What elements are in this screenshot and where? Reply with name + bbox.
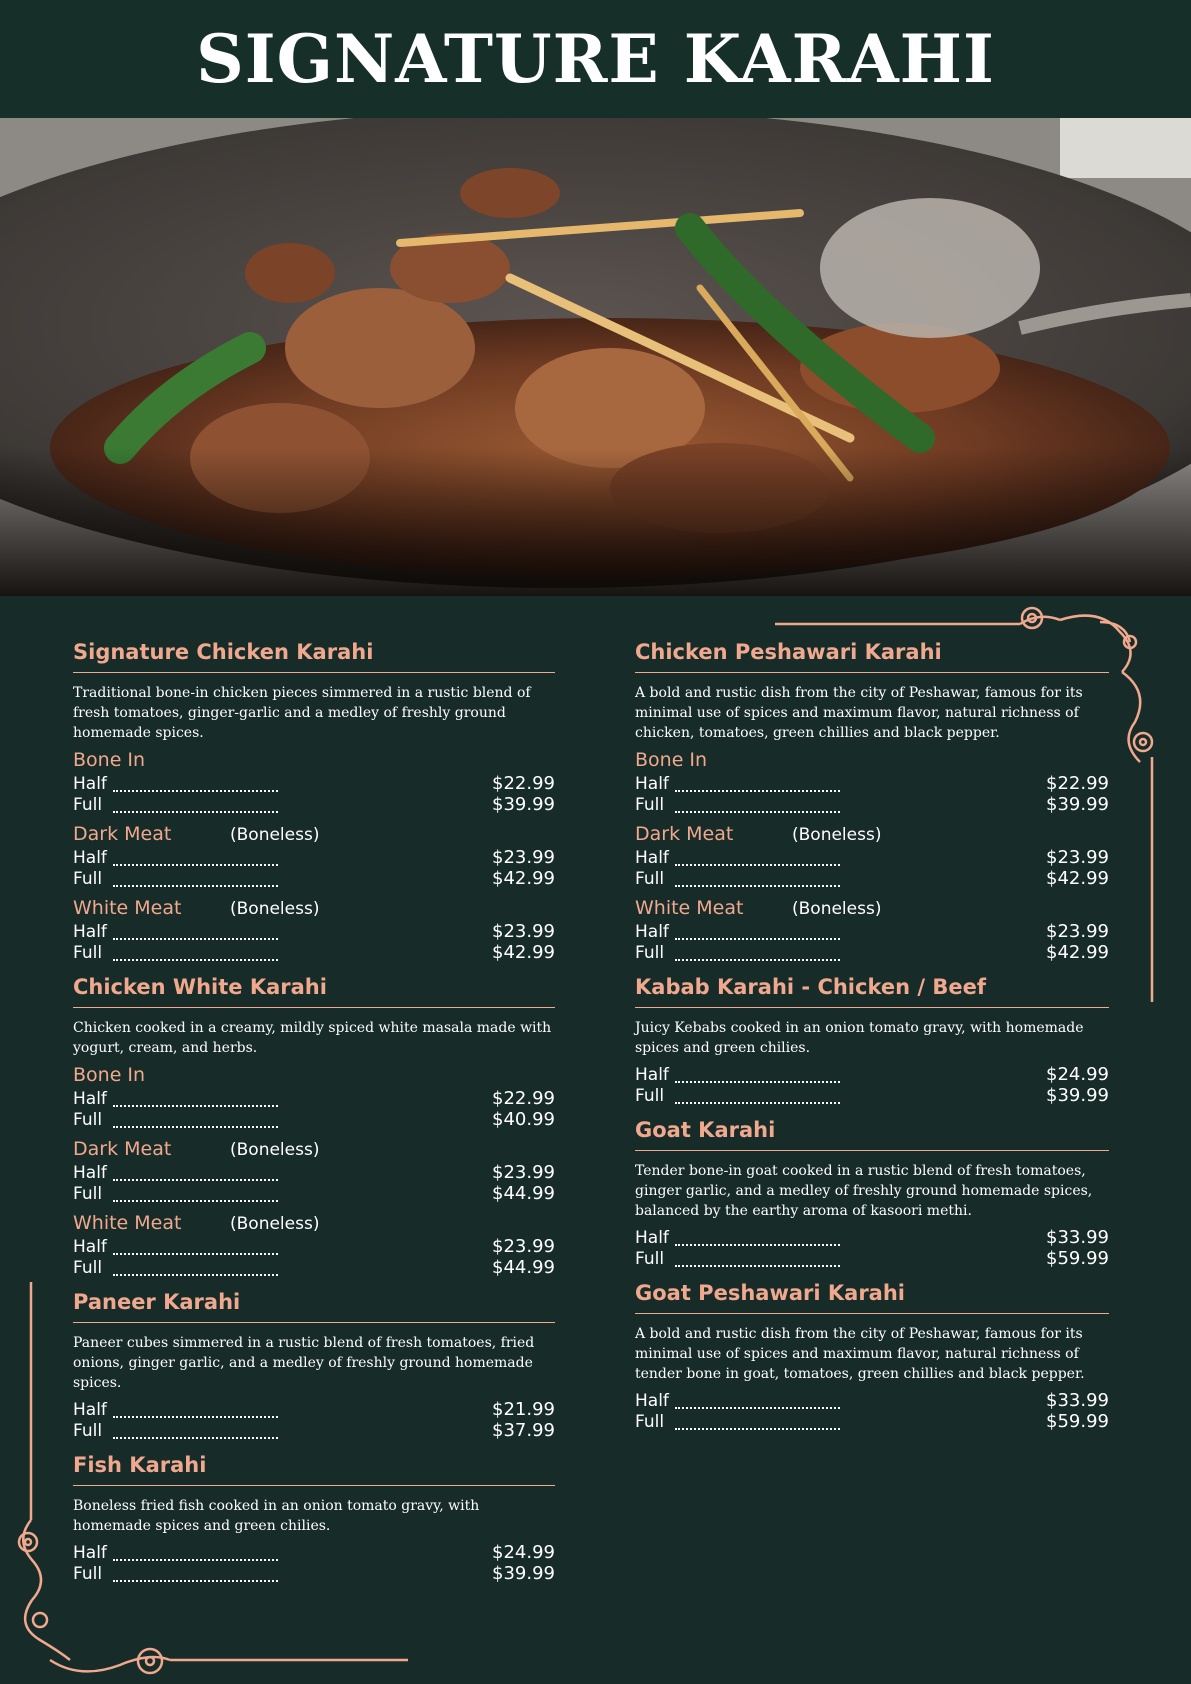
price-row bbox=[73, 773, 555, 794]
portion-size: Full bbox=[73, 1564, 103, 1584]
portion-size: Half bbox=[73, 1237, 107, 1257]
portion-size: Full bbox=[635, 1249, 665, 1269]
price-group-header bbox=[635, 749, 1109, 773]
menu-section-chicken-peshawari-karahi bbox=[635, 640, 1109, 963]
portion-size: Half bbox=[635, 922, 669, 942]
price-group bbox=[635, 1227, 1109, 1269]
portion-size: Half bbox=[73, 1543, 107, 1563]
portion-size: Half bbox=[635, 774, 669, 794]
price-group-label: White Meat bbox=[635, 897, 744, 919]
price-row bbox=[73, 1236, 555, 1257]
menu-section-goat-peshawari-karahi bbox=[635, 1281, 1109, 1432]
price-group-header bbox=[73, 823, 555, 847]
price-group-label: Bone In bbox=[73, 749, 146, 771]
dot-leader bbox=[113, 1551, 278, 1561]
price-group bbox=[73, 1138, 555, 1204]
price-row bbox=[73, 1399, 555, 1420]
price: $44.99 bbox=[492, 1183, 555, 1204]
price-group bbox=[73, 749, 555, 815]
dot-leader bbox=[113, 951, 278, 961]
section-description: Tender bone-in goat cooked in a rustic blend of fresh tomatoes, ginger garlic, and a medley of freshly ground homemade spices, balanced by the earthy aroma of kasoori methi. bbox=[635, 1163, 1093, 1219]
portion-size: Full bbox=[73, 1110, 103, 1130]
price-group-header bbox=[73, 749, 555, 773]
price-row bbox=[73, 847, 555, 868]
price: $23.99 bbox=[492, 1236, 555, 1257]
price: $22.99 bbox=[492, 773, 555, 794]
price-row bbox=[73, 1109, 555, 1130]
price: $39.99 bbox=[492, 794, 555, 815]
price-group-note: (Boneless) bbox=[230, 899, 320, 919]
price: $21.99 bbox=[492, 1399, 555, 1420]
dot-leader bbox=[675, 803, 840, 813]
dot-leader bbox=[113, 1171, 278, 1181]
price-group-header bbox=[73, 1212, 555, 1236]
price: $42.99 bbox=[1046, 942, 1109, 963]
section-title: Kabab Karahi - Chicken / Beef bbox=[635, 975, 1109, 1008]
price-row bbox=[73, 1183, 555, 1204]
dot-leader bbox=[113, 856, 278, 866]
portion-size: Half bbox=[73, 1089, 107, 1109]
price: $23.99 bbox=[492, 921, 555, 942]
dot-leader bbox=[675, 877, 840, 887]
menu-column-right bbox=[635, 640, 1109, 1444]
price: $44.99 bbox=[492, 1257, 555, 1278]
price-group bbox=[635, 897, 1109, 963]
price-group bbox=[73, 1212, 555, 1278]
menu-section-paneer-karahi bbox=[73, 1290, 555, 1441]
price-row bbox=[635, 773, 1109, 794]
price: $59.99 bbox=[1046, 1411, 1109, 1432]
portion-size: Half bbox=[73, 922, 107, 942]
portion-size: Full bbox=[73, 1421, 103, 1441]
dot-leader bbox=[675, 1399, 840, 1409]
price-row bbox=[73, 1088, 555, 1109]
portion-size: Half bbox=[635, 1228, 669, 1248]
section-title: Chicken White Karahi bbox=[73, 975, 555, 1008]
price: $39.99 bbox=[492, 1563, 555, 1584]
menu-section-kabab-karahi-chicken-beef bbox=[635, 975, 1109, 1106]
section-description: Chicken cooked in a creamy, mildly spiced white masala made with yogurt, cream, and herbs. bbox=[73, 1020, 552, 1056]
dot-leader bbox=[113, 1245, 278, 1255]
section-description: A bold and rustic dish from the city of Peshawar, famous for its minimal use of spices and maximum flavor, natural richness of tender bone in goat, tomatoes, green chillies and black pepper. bbox=[635, 1326, 1085, 1382]
section-description: Paneer cubes simmered in a rustic blend of fresh tomatoes, fried onions, ginger garlic, and a medley of freshly ground homemade spices. bbox=[73, 1335, 535, 1391]
price-group-header bbox=[635, 823, 1109, 847]
price-row bbox=[635, 794, 1109, 815]
price: $59.99 bbox=[1046, 1248, 1109, 1269]
price-group bbox=[635, 1390, 1109, 1432]
dot-leader bbox=[675, 1073, 840, 1083]
price-row bbox=[635, 868, 1109, 889]
portion-size: Full bbox=[635, 795, 665, 815]
portion-size: Full bbox=[635, 869, 665, 889]
portion-size: Full bbox=[73, 943, 103, 963]
portion-size: Full bbox=[635, 1086, 665, 1106]
price-group-note: (Boneless) bbox=[230, 825, 320, 845]
price-row bbox=[635, 942, 1109, 963]
price: $24.99 bbox=[492, 1542, 555, 1563]
dot-leader bbox=[113, 803, 278, 813]
price: $33.99 bbox=[1046, 1390, 1109, 1411]
price-group-note: (Boneless) bbox=[230, 1140, 320, 1160]
price-group-note: (Boneless) bbox=[792, 825, 882, 845]
price-group bbox=[73, 1542, 555, 1584]
price-group-note: (Boneless) bbox=[792, 899, 882, 919]
section-title: Fish Karahi bbox=[73, 1453, 555, 1486]
dot-leader bbox=[675, 782, 840, 792]
price-row bbox=[635, 1085, 1109, 1106]
dot-leader bbox=[113, 1192, 278, 1202]
dot-leader bbox=[113, 782, 278, 792]
price: $39.99 bbox=[1046, 1085, 1109, 1106]
portion-size: Full bbox=[635, 943, 665, 963]
karahi-dish-image bbox=[0, 118, 1191, 596]
dot-leader bbox=[113, 1097, 278, 1107]
price-row bbox=[73, 1542, 555, 1563]
price: $42.99 bbox=[1046, 868, 1109, 889]
price-group-header bbox=[635, 897, 1109, 921]
portion-size: Half bbox=[635, 1391, 669, 1411]
section-title: Goat Peshawari Karahi bbox=[635, 1281, 1109, 1314]
price-group-note: (Boneless) bbox=[230, 1214, 320, 1234]
page-header bbox=[0, 0, 1191, 118]
price-group-label: Bone In bbox=[635, 749, 708, 771]
portion-size: Full bbox=[73, 1184, 103, 1204]
price-group bbox=[635, 823, 1109, 889]
price-row bbox=[635, 847, 1109, 868]
portion-size: Full bbox=[635, 1412, 665, 1432]
dot-leader bbox=[675, 930, 840, 940]
portion-size: Half bbox=[635, 1065, 669, 1085]
price: $23.99 bbox=[1046, 921, 1109, 942]
dot-leader bbox=[675, 951, 840, 961]
price-group-label: Dark Meat bbox=[73, 1138, 172, 1160]
section-description: Juicy Kebabs cooked in an onion tomato gravy, with homemade spices and green chilies. bbox=[635, 1020, 1084, 1056]
section-title: Paneer Karahi bbox=[73, 1290, 555, 1323]
portion-size: Half bbox=[73, 1163, 107, 1183]
section-description: Boneless fried fish cooked in an onion tomato gravy, with homemade spices and green chilies. bbox=[73, 1498, 480, 1534]
dot-leader bbox=[113, 1118, 278, 1128]
price-group bbox=[73, 1064, 555, 1130]
price-row bbox=[73, 1162, 555, 1183]
portion-size: Full bbox=[73, 869, 103, 889]
dot-leader bbox=[675, 856, 840, 866]
price-group bbox=[635, 1064, 1109, 1106]
price-group bbox=[635, 749, 1109, 815]
price-group-label: Bone In bbox=[73, 1064, 146, 1086]
price-group bbox=[73, 897, 555, 963]
dot-leader bbox=[113, 930, 278, 940]
portion-size: Half bbox=[73, 774, 107, 794]
price: $42.99 bbox=[492, 942, 555, 963]
price-group-header bbox=[73, 1138, 555, 1162]
portion-size: Full bbox=[73, 1258, 103, 1278]
price: $22.99 bbox=[1046, 773, 1109, 794]
dot-leader bbox=[113, 1429, 278, 1439]
price-row bbox=[73, 794, 555, 815]
price-row bbox=[635, 1411, 1109, 1432]
dot-leader bbox=[675, 1420, 840, 1430]
menu-section-goat-karahi bbox=[635, 1118, 1109, 1269]
dot-leader bbox=[113, 1408, 278, 1418]
price-group bbox=[73, 1399, 555, 1441]
menu-section-chicken-white-karahi bbox=[73, 975, 555, 1278]
price: $39.99 bbox=[1046, 794, 1109, 815]
hero-food-photo bbox=[0, 118, 1191, 596]
section-description: Traditional bone-in chicken pieces simmered in a rustic blend of fresh tomatoes, ginger-garlic and a medley of freshly ground homemade spices. bbox=[73, 685, 531, 741]
price: $37.99 bbox=[492, 1420, 555, 1441]
price-group bbox=[73, 823, 555, 889]
price: $22.99 bbox=[492, 1088, 555, 1109]
menu-section-signature-chicken-karahi bbox=[73, 640, 555, 963]
dot-leader bbox=[113, 1266, 278, 1276]
menu-column-left bbox=[73, 640, 555, 1596]
price-row bbox=[73, 1257, 555, 1278]
menu-section-fish-karahi bbox=[73, 1453, 555, 1584]
dot-leader bbox=[675, 1236, 840, 1246]
price-group-label: Dark Meat bbox=[73, 823, 172, 845]
dot-leader bbox=[113, 1572, 278, 1582]
section-title: Goat Karahi bbox=[635, 1118, 1109, 1151]
price-group-header bbox=[73, 1064, 555, 1088]
section-description: A bold and rustic dish from the city of Peshawar, famous for its minimal use of spices and maximum flavor, natural richness of chicken, tomatoes, green chillies and black pepper. bbox=[635, 685, 1083, 741]
price-group-label: White Meat bbox=[73, 1212, 182, 1234]
price-group-label: Dark Meat bbox=[635, 823, 734, 845]
price-row bbox=[73, 1563, 555, 1584]
price: $33.99 bbox=[1046, 1227, 1109, 1248]
dot-leader bbox=[113, 877, 278, 887]
price: $23.99 bbox=[492, 847, 555, 868]
price-row bbox=[635, 921, 1109, 942]
section-title: Chicken Peshawari Karahi bbox=[635, 640, 1109, 673]
price-row bbox=[635, 1248, 1109, 1269]
price-row bbox=[73, 921, 555, 942]
portion-size: Half bbox=[635, 848, 669, 868]
price-group-header bbox=[73, 897, 555, 921]
price-row bbox=[73, 868, 555, 889]
dot-leader bbox=[675, 1257, 840, 1267]
price-row bbox=[635, 1064, 1109, 1085]
page-title: SIGNATURE KARAHI bbox=[196, 20, 995, 98]
portion-size: Full bbox=[73, 795, 103, 815]
section-title: Signature Chicken Karahi bbox=[73, 640, 555, 673]
portion-size: Half bbox=[73, 1400, 107, 1420]
price-row bbox=[73, 942, 555, 963]
dot-leader bbox=[675, 1094, 840, 1104]
price: $23.99 bbox=[492, 1162, 555, 1183]
price: $24.99 bbox=[1046, 1064, 1109, 1085]
price-row bbox=[73, 1420, 555, 1441]
price: $42.99 bbox=[492, 868, 555, 889]
price: $23.99 bbox=[1046, 847, 1109, 868]
price-row bbox=[635, 1390, 1109, 1411]
price: $40.99 bbox=[492, 1109, 555, 1130]
price-group-label: White Meat bbox=[73, 897, 182, 919]
portion-size: Half bbox=[73, 848, 107, 868]
price-row bbox=[635, 1227, 1109, 1248]
